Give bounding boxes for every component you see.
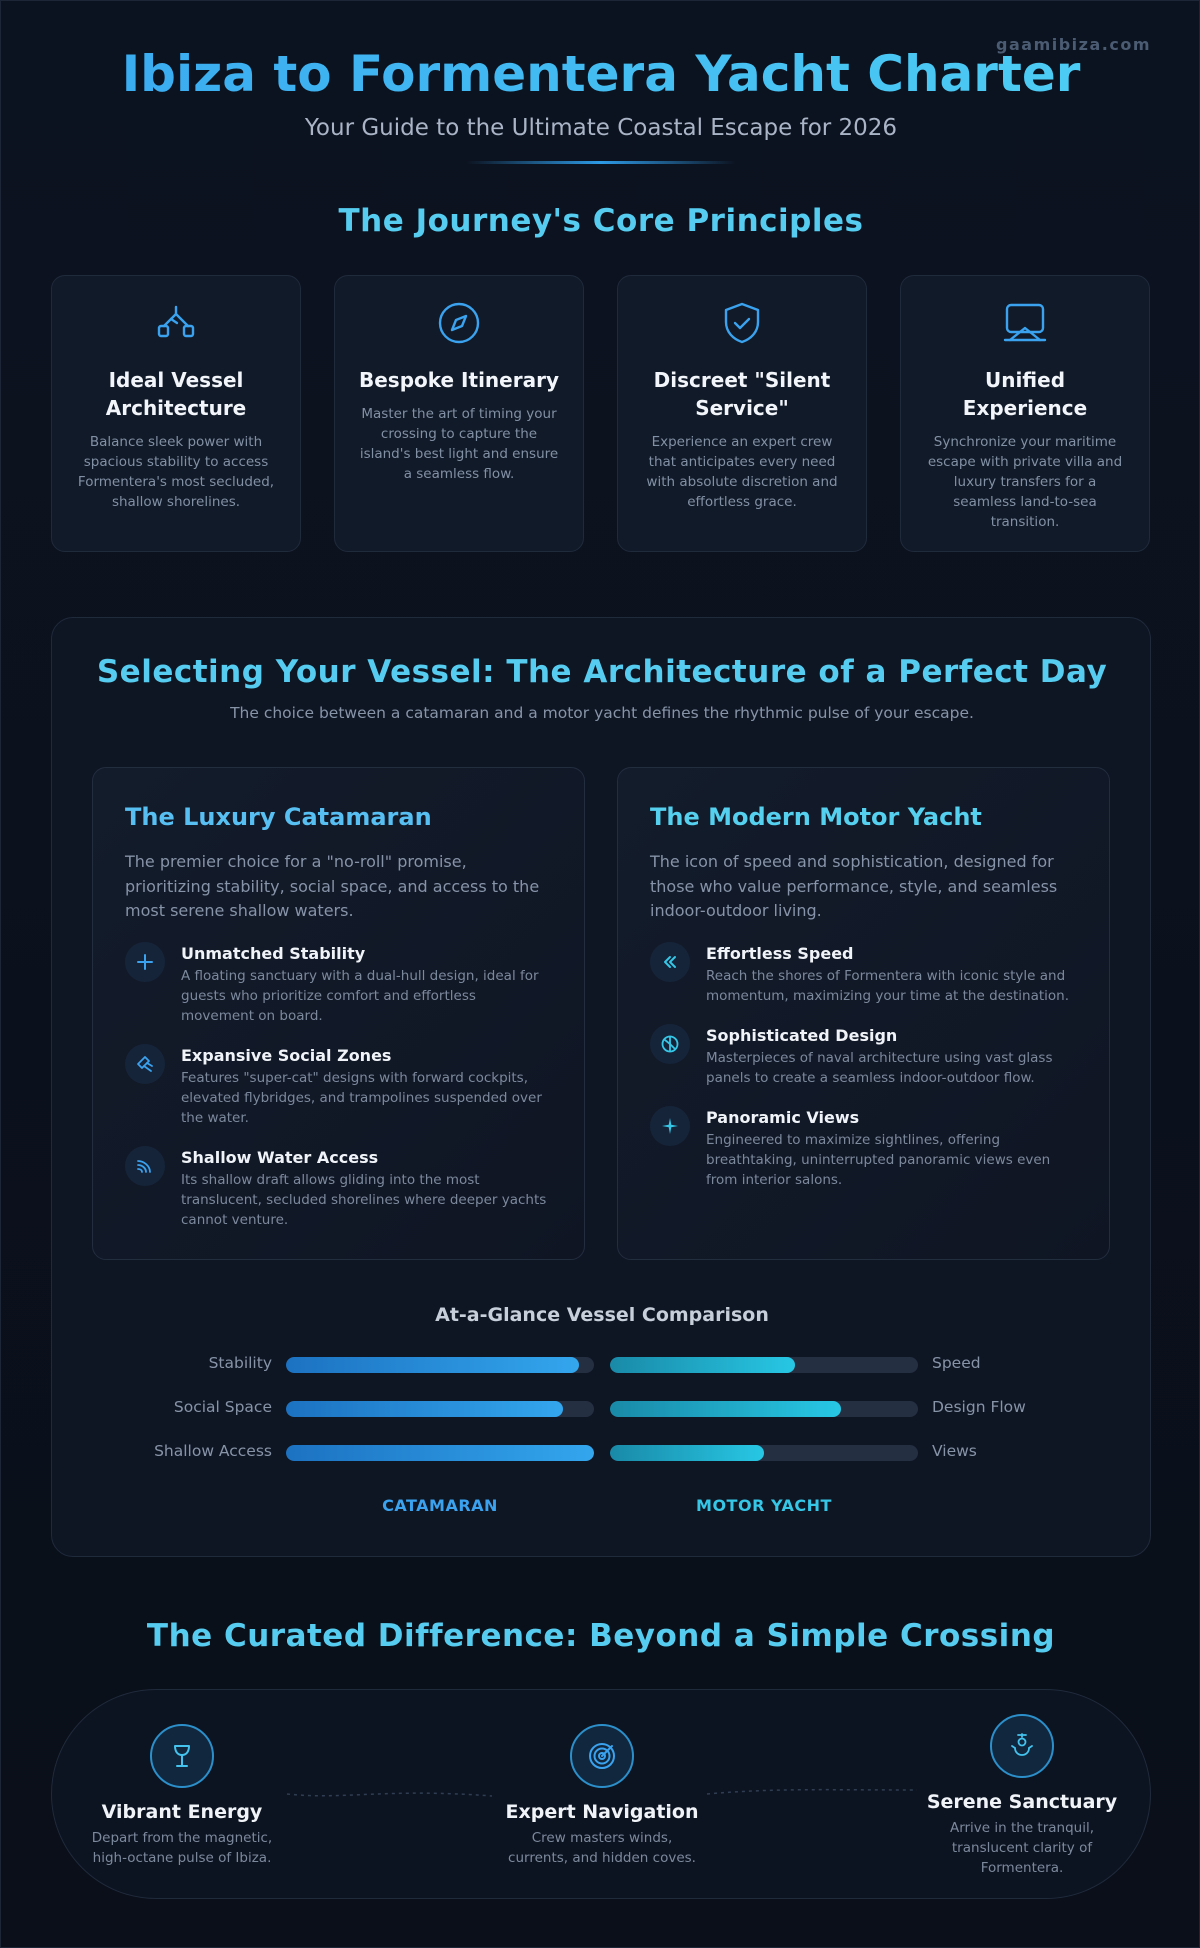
motor-yacht-metric-label: Views [932, 1442, 977, 1460]
motor-yacht-description: The icon of speed and sophistication, designed for those who value performance, style, and seamless indoor-outdoor living. [650, 852, 1058, 920]
catamaran-bar-track [286, 1401, 594, 1417]
page-title: Ibiza to Formentera Yacht Charter [1, 43, 1200, 105]
motor-yacht-metric-label: Speed [932, 1354, 981, 1372]
vessel-icon [153, 300, 199, 346]
feature-text: Its shallow draft allows gliding into the most translucent, secluded shorelines where deeper yachts cannot venture. [181, 1171, 547, 1228]
feature-text: Masterpieces of naval architecture using vast glass panels to create a seamless indoor-outdoor flow. [706, 1049, 1053, 1086]
comparison-row [52, 1354, 1152, 1373]
catamaran-bar-fill [286, 1445, 594, 1461]
feature-title: Effortless Speed [706, 943, 854, 963]
motor-yacht-title: The Modern Motor Yacht [650, 803, 982, 831]
feature-speed [650, 944, 1077, 1006]
stage-vibrant-energy [62, 1724, 302, 1868]
stage-title: Vibrant Energy [101, 1801, 263, 1823]
motor-yacht-caption: MOTOR YACHT [696, 1496, 832, 1515]
page-subtitle: Your Guide to the Ultimate Coastal Escape for 2026 [304, 115, 898, 141]
motor-yacht-bar-track [610, 1401, 918, 1417]
feature-title: Panoramic Views [706, 1107, 860, 1127]
feature-title: Expansive Social Zones [181, 1045, 392, 1065]
card-title-line2: Service" [695, 396, 789, 420]
vessel-section-title: Selecting Your Vessel: The Architecture of a Perfect Day [96, 654, 1108, 690]
feature-title: Unmatched Stability [181, 943, 366, 963]
shield-check-icon [719, 300, 765, 346]
motor-yacht-card [617, 767, 1110, 1260]
catamaran-bar-track [286, 1445, 594, 1461]
motor-yacht-bar-fill [610, 1445, 764, 1461]
card-title-line1: Bespoke Itinerary [359, 368, 559, 392]
catamaran-caption: CATAMARAN [382, 1496, 498, 1515]
card-title-line1: Discreet "Silent [653, 368, 831, 392]
card-title-line2: Architecture [105, 396, 247, 420]
lotus-icon [990, 1714, 1054, 1778]
feature-design [650, 1026, 1077, 1088]
feature-social-zones [125, 1046, 552, 1128]
aperture-icon [650, 1024, 690, 1064]
catamaran-bar-fill [286, 1357, 579, 1373]
difference-title: The Curated Difference: Beyond a Simple Crossing [146, 1618, 1056, 1654]
feature-title: Shallow Water Access [181, 1147, 379, 1167]
stage-text-line1: Crew masters winds, [531, 1830, 673, 1846]
laptop-wave-icon [1002, 300, 1048, 346]
feature-text: Engineered to maximize sightlines, offering breathtaking, uninterrupted panoramic views even from interior salons. [706, 1131, 1051, 1188]
motor-yacht-bar-track [610, 1445, 918, 1461]
stage-expert-navigation [482, 1724, 722, 1868]
feature-text: Reach the shores of Formentera with iconic style and momentum, maximizing your time at the destination. [706, 967, 1069, 1004]
feature-text: Features "super-cat" designs with forward cockpits, elevated flybridges, and trampolines suspended over the water. [181, 1069, 542, 1126]
stage-text-line1: Arrive in the tranquil, [949, 1820, 1095, 1836]
stage-text-line2: currents, and hidden coves. [508, 1850, 696, 1866]
catamaran-bar-track [286, 1357, 594, 1373]
principle-card-service [617, 275, 867, 552]
target-icon [570, 1724, 634, 1788]
catamaran-bar-fill [286, 1401, 563, 1417]
stage-serene-sanctuary [902, 1714, 1142, 1878]
feature-shallow-water [125, 1148, 552, 1230]
card-text: Experience an expert crew that anticipates every need with absolute discretion and effortless grace. [646, 434, 838, 510]
feature-text: A floating sanctuary with a dual-hull design, ideal for guests who prioritize comfort and effortless movement on board. [181, 967, 539, 1024]
catamaran-title: The Luxury Catamaran [125, 803, 432, 831]
plus-icon [125, 942, 165, 982]
catamaran-metric-label: Shallow Access [154, 1442, 272, 1460]
sparkle-icon [650, 1106, 690, 1146]
card-title-line1: Ideal Vessel [108, 368, 244, 392]
motor-yacht-bar-fill [610, 1401, 841, 1417]
compass-tool-icon [125, 1044, 165, 1084]
hero-header [1, 43, 1200, 164]
feature-stability [125, 944, 552, 1026]
principle-card-experience [900, 275, 1150, 552]
catamaran-metric-label: Stability [208, 1354, 272, 1372]
catamaran-card [92, 767, 585, 1260]
stage-title: Serene Sanctuary [926, 1791, 1118, 1813]
principles-title: The Journey's Core Principles [338, 203, 864, 239]
principles-cards [51, 275, 1151, 552]
catamaran-metric-label: Social Space [173, 1398, 272, 1416]
card-text: Synchronize your maritime escape with private villa and luxury transfers for a seamless land-to-sea transition. [927, 434, 1123, 530]
stage-text-line3: Formentera. [980, 1860, 1064, 1876]
feature-title: Sophisticated Design [706, 1025, 898, 1045]
title-divider [466, 161, 736, 164]
principle-card-itinerary [334, 275, 584, 552]
stage-text-line2: high-octane pulse of Ibiza. [92, 1850, 272, 1866]
catamaran-description: The premier choice for a "no-roll" promise, prioritizing stability, social space, and access to the most serene shallow waters. [125, 852, 540, 920]
cocktail-glass-icon [150, 1724, 214, 1788]
compass-icon [436, 300, 482, 346]
vessel-selection-panel [51, 617, 1151, 1557]
stage-title: Expert Navigation [505, 1801, 699, 1823]
card-title-line1: Unified [984, 368, 1066, 392]
card-title-line2: Experience [962, 396, 1088, 420]
journey-flow [51, 1689, 1151, 1899]
motor-yacht-bar-track [610, 1357, 918, 1373]
principle-card-vessel [51, 275, 301, 552]
vessel-section-lead: The choice between a catamaran and a motor yacht defines the rhythmic pulse of your escape. [230, 704, 974, 722]
feature-panoramic [650, 1108, 1077, 1190]
stage-text-line2: translucent clarity of [951, 1840, 1093, 1856]
comparison-title: At-a-Glance Vessel Comparison [435, 1304, 769, 1326]
comparison-row [52, 1398, 1152, 1417]
stage-text-line1: Depart from the magnetic, [91, 1830, 273, 1846]
card-text: Master the art of timing your crossing to capture the island's best light and ensure a seamless flow. [359, 406, 559, 482]
comparison-row [52, 1442, 1152, 1461]
motor-yacht-metric-label: Design Flow [932, 1398, 1026, 1416]
motor-yacht-bar-fill [610, 1357, 795, 1373]
card-text: Balance sleek power with spacious stability to access Formentera's most secluded, shallow shorelines. [77, 434, 275, 510]
shallow-waves-icon [125, 1146, 165, 1186]
double-chevron-icon [650, 942, 690, 982]
